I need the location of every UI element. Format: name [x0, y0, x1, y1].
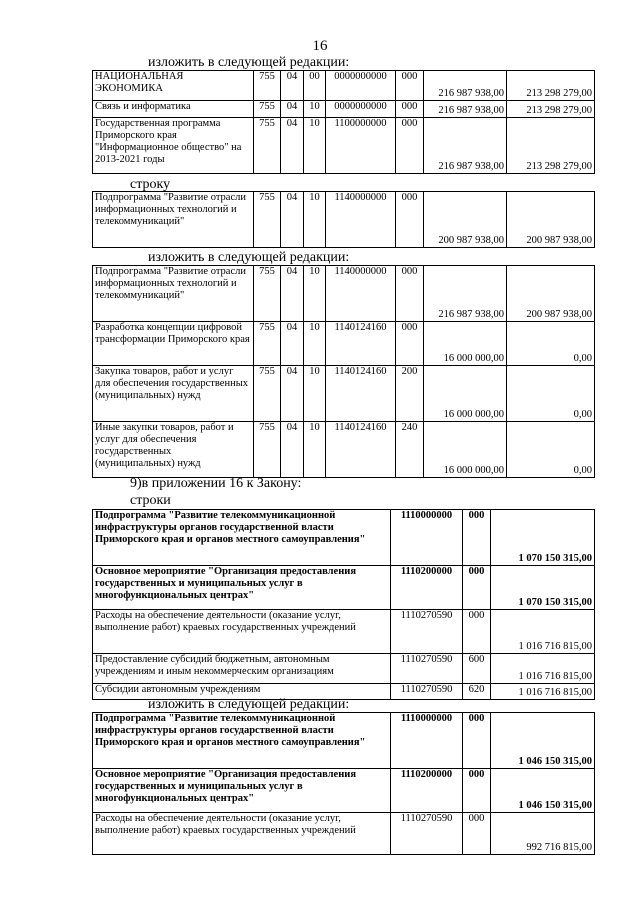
caption-rows: строки [130, 493, 171, 508]
table-cell: 000 [396, 192, 424, 248]
table-cell: 0000000000 [326, 71, 396, 101]
table-cell: Разработка концепции цифровой трансформации Приморского края [93, 322, 254, 366]
budget-table-3 [92, 265, 595, 478]
caption-edit-3: изложить в следующей редакции: [148, 697, 350, 712]
table-cell: 1110270590 [391, 684, 463, 700]
table-cell: НАЦИОНАЛЬНАЯ ЭКОНОМИКА [93, 71, 254, 101]
table-cell: Подпрограмма "Развитие телекоммуникационной инфраструктуры органов государственной власти Приморского края и органов местного самоуправления" [93, 510, 391, 566]
table-cell: 000 [396, 322, 424, 366]
table-cell: 000 [396, 118, 424, 174]
table-cell: 10 [304, 118, 326, 174]
table-row [93, 192, 595, 248]
table-cell: Предоставление субсидий бюджетным, автономным учреждениям и иным некоммерческим организациям [93, 654, 391, 684]
table-row [93, 366, 595, 422]
table-cell: 992 716 815,00 [491, 813, 595, 855]
table-cell: 000 [396, 266, 424, 322]
table-cell: 000 [396, 101, 424, 118]
table-cell: 1140000000 [326, 266, 396, 322]
table-cell: Основное мероприятие "Организация предоставления государственных и муниципальных услуг в многофункциональных центрах" [93, 566, 391, 610]
table-cell: 755 [254, 422, 281, 478]
table-cell: 1140124160 [326, 366, 396, 422]
table-cell: 04 [281, 266, 304, 322]
table-row [93, 266, 595, 322]
table-cell: 1 046 150 315,00 [491, 769, 595, 813]
table-cell: 755 [254, 192, 281, 248]
table-cell: 04 [281, 422, 304, 478]
table-cell: 200 [396, 366, 424, 422]
table-cell: 200 987 938,00 [507, 192, 595, 248]
table-cell: 10 [304, 322, 326, 366]
caption-row: строку [130, 177, 171, 192]
table-cell: 04 [281, 366, 304, 422]
table-cell: 000 [463, 713, 491, 769]
table-cell: 0,00 [507, 322, 595, 366]
table-cell: 600 [463, 654, 491, 684]
table-cell: 1110000000 [391, 713, 463, 769]
table-cell: 200 987 938,00 [507, 266, 595, 322]
table-cell: Государственная программа Приморского края "Информационное общество" на 2013-2021 годы [93, 118, 254, 174]
table-cell: 755 [254, 266, 281, 322]
table-cell: Подпрограмма "Развитие телекоммуникационной инфраструктуры органов государственной власти Приморского края и органов местного самоуправления" [93, 713, 391, 769]
table-cell: 0000000000 [326, 101, 396, 118]
table-cell: 04 [281, 322, 304, 366]
table-cell: Расходы на обеспечение деятельности (оказание услуг, выполнение работ) краевых государственных учреждений [93, 610, 391, 654]
table-cell: Основное мероприятие "Организация предоставления государственных и муниципальных услуг в многофункциональных центрах" [93, 769, 391, 813]
table-cell: 1 016 716 815,00 [491, 610, 595, 654]
table-row [93, 71, 595, 101]
table-cell: 755 [254, 71, 281, 101]
table-cell: 1 016 716 815,00 [491, 654, 595, 684]
program-table-1 [92, 509, 595, 700]
table-row [93, 322, 595, 366]
table-cell: 16 000 000,00 [424, 422, 507, 478]
table-cell: 16 000 000,00 [424, 322, 507, 366]
table-row [93, 510, 595, 566]
table-cell: 216 987 938,00 [424, 118, 507, 174]
table-cell: 755 [254, 101, 281, 118]
table-cell: 1 016 716 815,00 [491, 684, 595, 700]
table-row [93, 769, 595, 813]
table-cell: 04 [281, 101, 304, 118]
table-cell: Закупка товаров, работ и услуг для обеспечения государственных (муниципальных) нужд [93, 366, 254, 422]
table-cell: 000 [396, 71, 424, 101]
table-cell: 1110200000 [391, 566, 463, 610]
table-cell: 10 [304, 192, 326, 248]
table-cell: 216 987 938,00 [424, 266, 507, 322]
caption-appendix: 9)в приложении 16 к Закону: [130, 476, 302, 491]
table-cell: 0,00 [507, 366, 595, 422]
table-cell: 1100000000 [326, 118, 396, 174]
table-cell: 213 298 279,00 [507, 118, 595, 174]
table-cell: 1110270590 [391, 654, 463, 684]
table-cell: 000 [463, 566, 491, 610]
table-cell: 10 [304, 101, 326, 118]
table-cell: 04 [281, 118, 304, 174]
table-cell: 1110000000 [391, 510, 463, 566]
table-row [93, 422, 595, 478]
program-table-2 [92, 712, 595, 855]
table-cell: 213 298 279,00 [507, 71, 595, 101]
table-cell: 000 [463, 510, 491, 566]
table-cell: 10 [304, 266, 326, 322]
table-cell: 10 [304, 422, 326, 478]
table-cell: 1110270590 [391, 813, 463, 855]
table-cell: 755 [254, 322, 281, 366]
table-cell: 1140124160 [326, 322, 396, 366]
table-row [93, 566, 595, 610]
table-cell: 000 [463, 769, 491, 813]
table-cell: 755 [254, 118, 281, 174]
table-cell: 000 [463, 813, 491, 855]
table-cell: 1 070 150 315,00 [491, 566, 595, 610]
table-cell: 200 987 938,00 [424, 192, 507, 248]
table-cell: 00 [304, 71, 326, 101]
table-cell: 213 298 279,00 [507, 101, 595, 118]
table-cell: 04 [281, 71, 304, 101]
table-cell: 16 000 000,00 [424, 366, 507, 422]
caption-edit-1: изложить в следующей редакции: [148, 55, 350, 70]
table-cell: 1140000000 [326, 192, 396, 248]
caption-edit-2: изложить в следующей редакции: [148, 250, 350, 265]
table-cell: Подпрограмма "Развитие отрасли информационных технологий и телекоммуникаций" [93, 266, 254, 322]
table-cell: Субсидии автономным учреждениям [93, 684, 391, 700]
table-cell: Иные закупки товаров, работ и услуг для обеспечения государственных (муниципальных) нужд [93, 422, 254, 478]
table-cell: Расходы на обеспечение деятельности (оказание услуг, выполнение работ) краевых государственных учреждений [93, 813, 391, 855]
table-cell: 1 070 150 315,00 [491, 510, 595, 566]
table-row [93, 118, 595, 174]
table-cell: 216 987 938,00 [424, 101, 507, 118]
table-cell: 1140124160 [326, 422, 396, 478]
table-cell: 10 [304, 366, 326, 422]
table-cell: 000 [463, 610, 491, 654]
table-cell: 1110270590 [391, 610, 463, 654]
table-row [93, 610, 595, 654]
table-cell: 755 [254, 366, 281, 422]
table-cell: Подпрограмма "Развитие отрасли информационных технологий и телекоммуникаций" [93, 192, 254, 248]
table-cell: 216 987 938,00 [424, 71, 507, 101]
table-cell: 1110200000 [391, 769, 463, 813]
budget-table-1 [92, 70, 595, 174]
table-cell: 240 [396, 422, 424, 478]
table-cell: Связь и информатика [93, 101, 254, 118]
table-row [93, 813, 595, 855]
budget-table-2 [92, 191, 595, 248]
table-cell: 620 [463, 684, 491, 700]
table-cell: 0,00 [507, 422, 595, 478]
table-row [93, 713, 595, 769]
table-cell: 1 046 150 315,00 [491, 713, 595, 769]
page-number: 16 [312, 38, 328, 54]
table-row [93, 654, 595, 684]
table-row [93, 101, 595, 118]
table-cell: 04 [281, 192, 304, 248]
